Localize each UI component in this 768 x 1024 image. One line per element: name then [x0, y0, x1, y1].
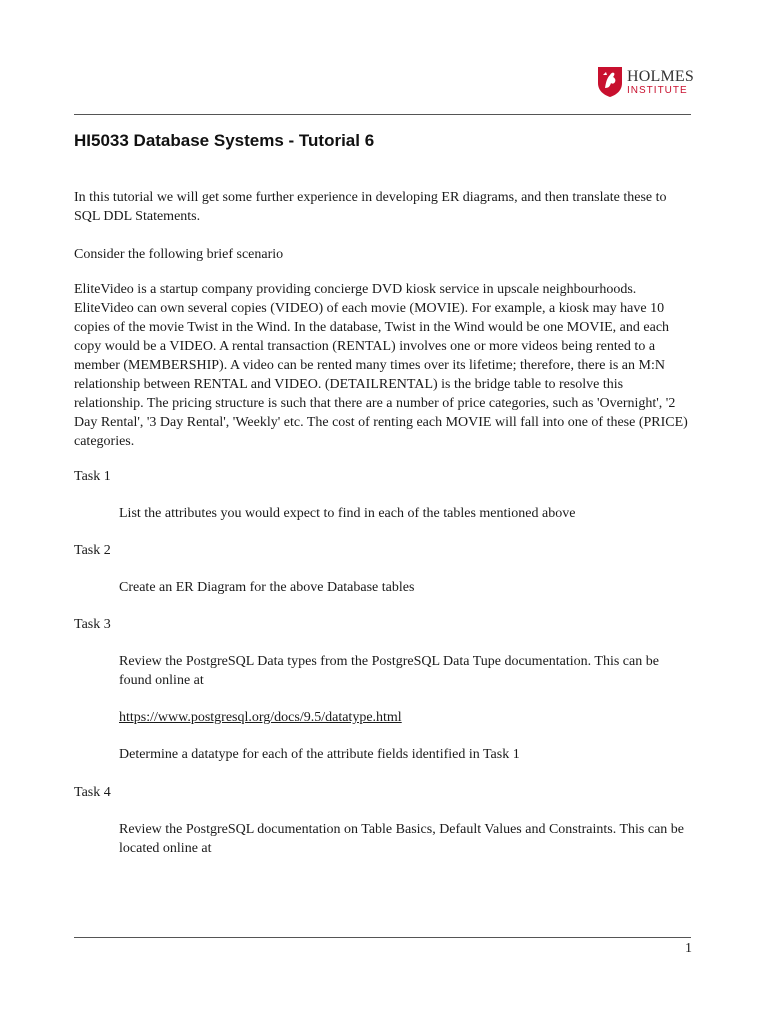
task-3-heading: Task 3	[74, 617, 111, 632]
header-divider	[74, 114, 691, 115]
task-1-heading: Task 1	[74, 469, 111, 484]
shield-icon	[597, 66, 623, 98]
page-number: 1	[685, 941, 692, 956]
task-4-heading: Task 4	[74, 785, 111, 800]
task-3-text: Review the PostgreSQL Data types from the PostgreSQL Data Tupe documentation. This can be found online at	[119, 654, 659, 688]
task-2-text: Create an ER Diagram for the above Database tables	[119, 580, 415, 595]
logo-name: HOLMES	[627, 67, 694, 85]
scenario-paragraph: EliteVideo is a startup company providing concierge DVD kiosk service in upscale neighbourhoods. EliteVideo can own several copies (VIDEO) of each movie (MOVIE). For example, a kiosk may have 10 copies of the movie Twist in the Wind. In the database, Twist in the Wind would be one MOVIE, and each copy would be a VIDEO. A rental transaction (RENTAL) involves one or more videos being rented to a member (MEMBERSHIP). A video can be rented many times over its lifetime; therefore, there is an M:N relationship between RENTAL and VIDEO. (DETAILRENTAL) is the bridge table to resolve this relationship. The pricing structure is such that there are a number of price categories, such as 'Overnight', '2 Day Rental', '3 Day Rental', 'Weekly' etc. The cost of renting each MOVIE will fall into one of these (PRICE) categories.	[74, 282, 688, 449]
intro-paragraph: In this tutorial we will get some further experience in developing ER diagrams, and then translate these to SQL DDL Statements.	[74, 190, 667, 224]
task-3-text-2: Determine a datatype for each of the attribute fields identified in Task 1	[119, 747, 520, 762]
task-3-link-line	[119, 708, 694, 727]
task-1-text: List the attributes you would expect to find in each of the tables mentioned above	[119, 506, 576, 521]
task-4-text: Review the PostgreSQL documentation on Table Basics, Default Values and Constraints. This can be located online at	[119, 822, 685, 856]
page-title: HI5033 Database Systems - Tutorial 6	[74, 131, 375, 150]
logo-subtitle: INSTITUTE	[627, 84, 688, 96]
footer-divider	[74, 937, 691, 938]
task-2-heading: Task 2	[74, 543, 111, 558]
postgresql-datatype-link[interactable]: https://www.postgresql.org/docs/9.5/datatype.html	[119, 710, 402, 725]
holmes-institute-logo	[597, 66, 694, 98]
consider-paragraph: Consider the following brief scenario	[74, 247, 284, 262]
